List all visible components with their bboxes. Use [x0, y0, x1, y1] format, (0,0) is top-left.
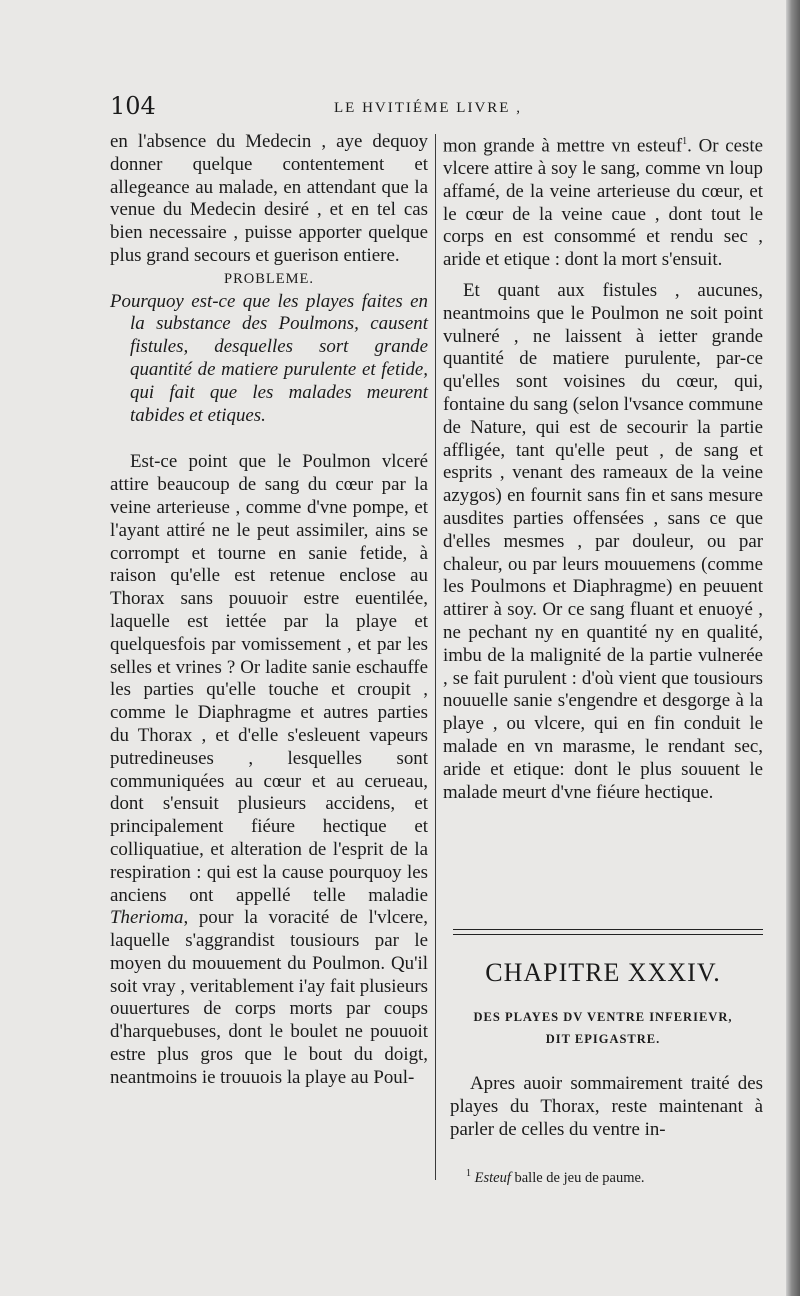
right-column	[443, 131, 763, 804]
footnote-marker: 1	[682, 136, 688, 147]
right-paragraph-1-part-a: mon grande à mettre vn esteuf	[443, 135, 683, 157]
left-paragraph-2	[110, 451, 428, 1089]
problem-question: Pourquoy est-ce que les playes faites en la substance des Poulmons, causent fistules, desquelles sort grande quantité de matiere purulente et fetide, qui fait que les malades meurent tabides et etiques.	[110, 290, 428, 426]
footnote	[466, 1168, 766, 1187]
running-head: LE HVITIÉME LIVRE ,	[334, 100, 522, 116]
page-edge	[786, 0, 800, 1296]
chapter-subtitle-line-2: DIT EPIGASTRE.	[545, 1032, 661, 1046]
left-paragraph-2-part-a: Est-ce point que le Poulmon vlceré attire beaucoup de sang du cœur par la veine arterieuse , comme d'vne pompe, et l'ayant attiré ne le peut assimiler, ains se corrompt et tourne en sanie fetide, à raison qu'elle est retenue enclose au Thorax sans pouuoir estre euentilée, laquelle est iettée par la playe et quelquesfois par vomissement , et par les selles et vrines ? Or ladite sanie eschauffe les parties qu'elle touche et croupit , comme le Diaphragme et autres parties du Thorax , et d'elle s'esleuent vapeurs putredineuses , lesquelles sont communiquées au cœur et au cerueau, dont s'ensuit plusieurs accidens, et principalement fiéure hectique et colliquatiue, et alteration de l'esprit de la respiration : qui est la cause pourquoy les anciens ont appellé telle maladie	[110, 451, 428, 906]
chapter-subtitle	[443, 1006, 763, 1050]
footnote-number: 1	[466, 1168, 471, 1179]
left-paragraph-1: en l'absence du Medecin , aye dequoy donner quelque contentement et allegeance au malade, en attendant que la venue du Medecin desiré , et en tel cas bien necessaire , puisse apporter quelque plus grand secours et guerison entiere.	[110, 131, 428, 266]
right-paragraph-1	[443, 131, 763, 272]
footnote-term: Esteuf	[474, 1169, 511, 1186]
column-divider	[435, 134, 436, 1180]
chapter-title: CHAPITRE XXXIV.	[485, 958, 721, 987]
right-paragraph-2: Et quant aux fistules , aucunes, neantmoins que le Poulmon ne soit point vulneré , ne laissent à ietter grande quantité de matiere purulente, par-ce qu'elles sont voisines du cœur, qui, fontaine du sang (selon l'vsance commune de Nature, qui est de secourir la partie affligée, tant qu'elle peut , de sang et esprits , venant des rameaux de la veine azygos) en fournit sans fin et sans mesure ausdites parties offensées , sans ce que d'elles mesmes , par douleur, ou par chaleur, ou par leurs mouuemens (comme les Poulmons et Diaphragme) en peuuent attirer à soy. Or ce sang fluant et enuoyé , ne pechant ny en quantité ny en qualité, imbu de la malignité de la partie vulnerée , se fait purulent : d'où vient que tousiours nouuelle sanie s'engendre et desgorge à la playe , ou vlcere, qui en fin conduit le malade en vn marasme, le rendant sec, aride et etique: dont le plus souuent le malade meurt d'vne fiéure hectique.	[443, 280, 763, 803]
right-paragraph-1-part-b: . Or ceste vlcere attire à soy le sang, comme vn loup affamé, de la veine arterieuse du cœur, et le cœur de la veine caue , dont tout le corps en est consommé et rendu sec , aride et etique : dont la mort s'ensuit.	[443, 135, 763, 271]
chapter-subtitle-line-1: DES PLAYES DV VENTRE INFERIEVR,	[473, 1010, 733, 1024]
left-column	[110, 131, 428, 1090]
page-number: 104	[110, 92, 156, 120]
chapter-rule	[453, 929, 763, 935]
page-header	[110, 92, 750, 120]
therioma-term: Therioma	[110, 907, 184, 929]
chapter-paragraph: Apres auoir sommairement traité des playes du Thorax, reste maintenant à parler de celles du ventre in-	[450, 1073, 763, 1140]
problem-heading: PROBLEME.	[224, 270, 314, 287]
footnote-text: balle de jeu de paume.	[514, 1169, 645, 1186]
spacer	[110, 427, 428, 451]
left-paragraph-2-part-b: , pour la voracité de l'vlcere, laquelle s'aggrandist tousiours par le moyen du mouuement du Poulmon. Qu'il soit vray , veritablement i'ay fait plusieurs ouuertures de corps morts par coups d'harquebuses, dont le boulet ne pouuoit estre plus gros que le bout du doigt, neantmoins ie trouuois la playe au Poul-	[110, 907, 428, 1088]
